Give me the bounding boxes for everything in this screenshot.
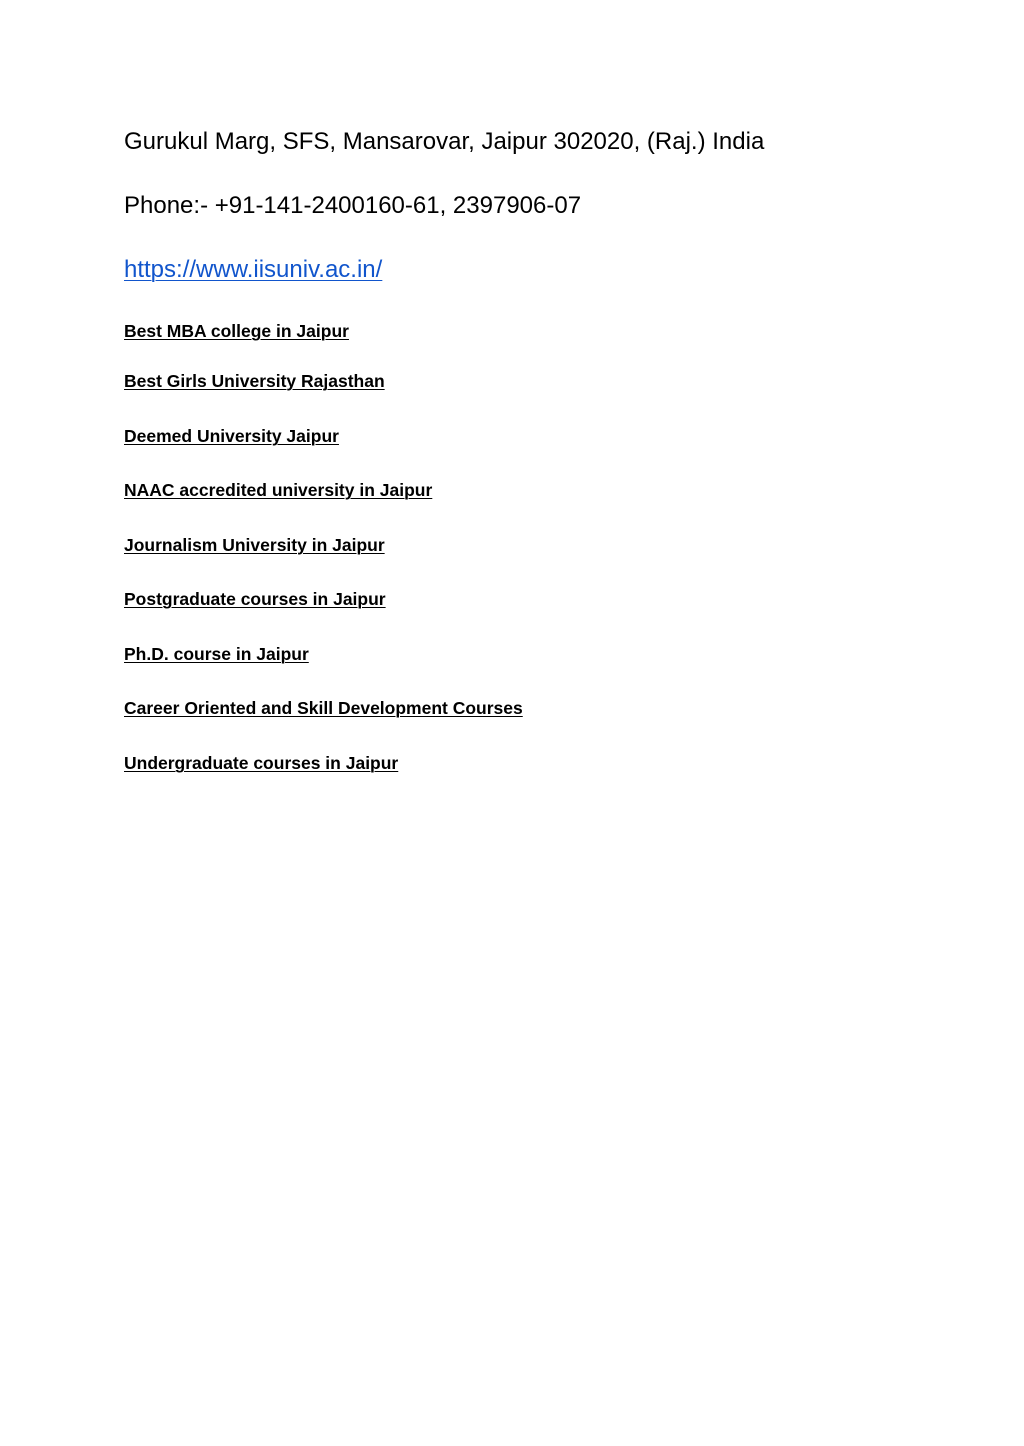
link-undergraduate-courses[interactable]: Undergraduate courses in Jaipur bbox=[124, 753, 399, 773]
link-postgraduate-courses[interactable]: Postgraduate courses in Jaipur bbox=[124, 589, 386, 609]
link-best-mba-college[interactable]: Best MBA college in Jaipur bbox=[124, 321, 349, 341]
link-career-oriented-courses[interactable]: Career Oriented and Skill Development Courses bbox=[124, 698, 523, 718]
phone-text: Phone:- +91-141-2400160-61, 2397906-07 bbox=[124, 192, 582, 219]
address-text: Gurukul Marg, SFS, Mansarovar, Jaipur 302020, (Raj.) India bbox=[124, 128, 765, 155]
link-best-girls-university[interactable]: Best Girls University Rajasthan bbox=[124, 371, 385, 391]
link-journalism-university[interactable]: Journalism University in Jaipur bbox=[124, 535, 385, 555]
link-phd-course[interactable]: Ph.D. course in Jaipur bbox=[124, 644, 309, 664]
website-link[interactable]: https://www.iisuniv.ac.in/ bbox=[124, 256, 383, 283]
link-naac-accredited-university[interactable]: NAAC accredited university in Jaipur bbox=[124, 480, 433, 500]
link-deemed-university[interactable]: Deemed University Jaipur bbox=[124, 426, 339, 446]
